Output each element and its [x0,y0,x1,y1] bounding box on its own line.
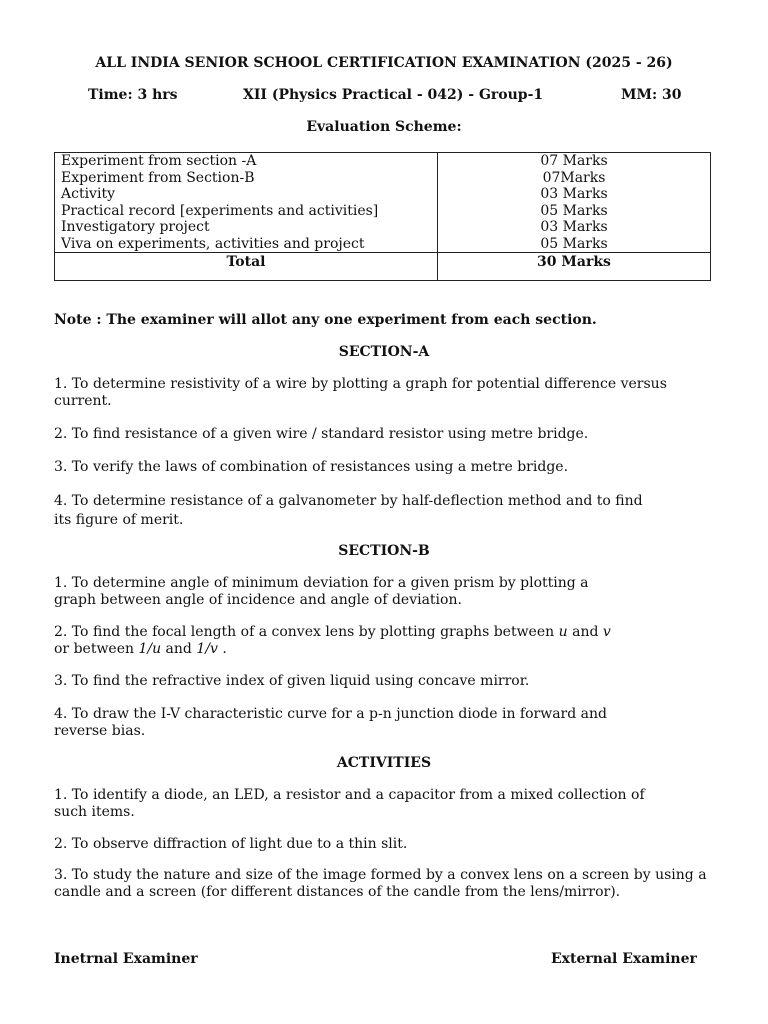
exam-subject: XII (Physics Practical - 042) - Group-1 [243,87,544,103]
list-item [54,624,714,658]
scheme-item: Activity [61,186,115,202]
scheme-item: Practical record [experiments and activities] [61,202,379,219]
total-label: Total [55,253,438,281]
scheme-items-cell [55,153,438,253]
section-a-heading: SECTION-A [338,344,430,360]
list-item: 3. To study the nature and size of the image formed by a convex lens on a screen by using a candle and a screen (for different distances of the candle from the lens/mirror). [54,867,707,900]
scheme-marks: 07Marks [542,169,606,186]
examiner-note: Note : The examiner will allot any one experiment from each section. [54,312,597,328]
exam-time: Time: 3 hrs [88,87,178,103]
scheme-item: Experiment from Section-B [61,169,255,186]
scheme-marks: 07 Marks [540,153,608,169]
symbol-v: v [602,624,611,640]
list-item: 1. To determine angle of minimum deviation for a given prism by plotting a graph between angle of incidence and angle of deviation. [54,575,589,608]
item-text: . [217,641,227,657]
section-b-heading: SECTION-B [338,543,430,559]
external-examiner-signature: External Examiner [551,951,697,967]
list-item: 3. To find the refractive index of given liquid using concave mirror. [54,673,530,689]
total-marks: 30 Marks [438,253,711,281]
list-item: 1. To determine resistivity of a wire by plotting a graph for potential difference versus current. [54,376,667,409]
table-row [55,153,711,253]
max-marks: MM: 30 [621,87,682,103]
scheme-marks: 05 Marks [540,202,608,219]
scheme-item: Experiment from section -A [61,153,257,169]
symbol-inverse-u: 1/u [138,641,162,657]
exam-title: ALL INDIA SENIOR SCHOOL CERTIFICATION EXAMINATION (2025 - 26) [95,55,673,71]
scheme-marks-cell [438,153,711,253]
scheme-marks: 05 Marks [540,235,608,252]
list-item: 4. To determine resistance of a galvanometer by half-deflection method and to find its figure of merit. [54,493,643,528]
list-item: 3. To verify the laws of combination of resistances using a metre bridge. [54,459,569,475]
evaluation-scheme-table [54,152,711,281]
activities-heading: ACTIVITIES [336,755,432,771]
table-row-total [55,253,711,281]
list-item: 2. To find resistance of a given wire / standard resistor using metre bridge. [54,426,589,442]
scheme-marks: 03 Marks [540,219,608,235]
symbol-inverse-v: 1/v [196,641,218,657]
list-item: 4. To draw the I-V characteristic curve for a p-n junction diode in forward and reverse bias. [54,706,607,739]
list-item: 1. To identify a diode, an LED, a resistor and a capacitor from a mixed collection of such items. [54,787,645,820]
item-text: and [161,641,197,657]
internal-examiner-signature: Inetrnal Examiner [54,951,198,967]
symbol-u: u [558,624,568,640]
item-text: and [567,624,603,640]
list-item: 2. To observe diffraction of light due to a thin slit. [54,836,408,852]
item-text: 2. To find the focal length of a convex lens by plotting graphs between [54,624,559,640]
item-text: or between [54,641,139,657]
scheme-item: Viva on experiments, activities and project [61,235,365,252]
evaluation-scheme-heading: Evaluation Scheme: [306,119,462,135]
scheme-marks: 03 Marks [540,186,608,202]
scheme-item: Investigatory project [61,219,210,235]
